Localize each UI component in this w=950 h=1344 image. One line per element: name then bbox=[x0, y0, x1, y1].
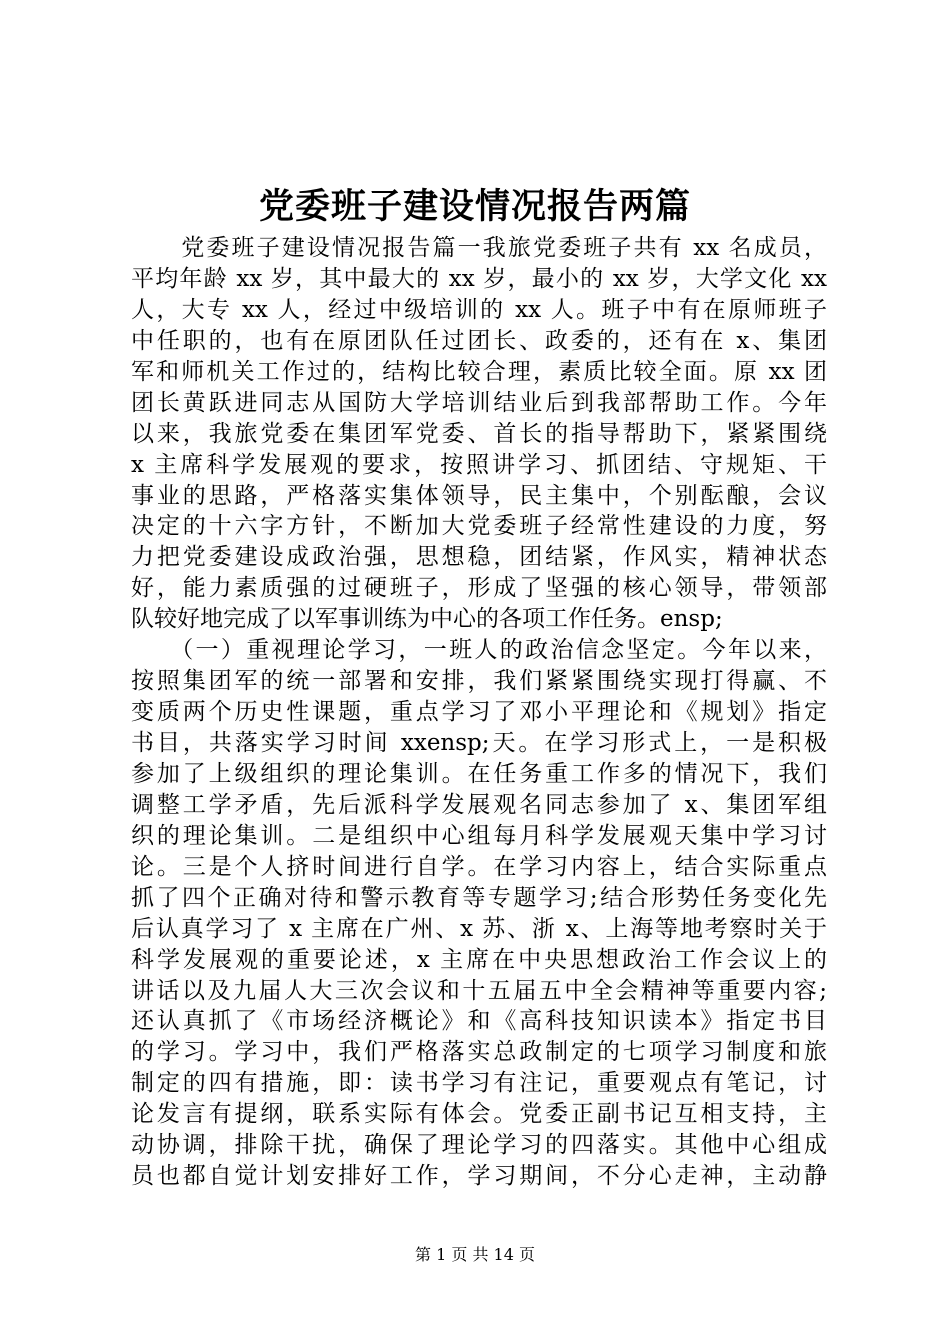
body-line: 论发言有提纲，联系实际有体会。党委正副书记互相支持，主 bbox=[131, 1101, 827, 1128]
body-line: 的学习。学习中，我们严格落实总政制定的七项学习制度和旅 bbox=[131, 1039, 827, 1066]
body-line: 决定的十六字方针，不断加大党委班子经常性建设的力度，努 bbox=[131, 513, 827, 540]
document-body bbox=[131, 233, 827, 1192]
body-line: 制定的四有措施，即：读书学习有注记，重要观点有笔记，讨 bbox=[131, 1070, 827, 1097]
body-line: x 主席科学发展观的要求，按照讲学习、抓团结、守规矩、干 bbox=[131, 451, 827, 478]
body-line: 还认真抓了《市场经济概论》和《高科技知识读本》指定书目 bbox=[131, 1008, 827, 1035]
body-line: 后认真学习了 x 主席在广州、x 苏、浙 x、上海等地考察时关于 bbox=[131, 915, 827, 942]
body-line: 动协调，排除干扰，确保了理论学习的四落实。其他中心组成 bbox=[131, 1132, 827, 1159]
body-line: 好，能力素质强的过硬班子，形成了坚强的核心领导，带领部 bbox=[131, 575, 827, 602]
body-line: 力把党委建设成政治强，思想稳，团结紧，作风实，精神状态 bbox=[131, 544, 827, 571]
body-line: （一）重视理论学习，一班人的政治信念坚定。今年以来， bbox=[131, 637, 827, 664]
body-line: 书目，共落实学习时间 xxensp;天。在学习形式上，一是积极 bbox=[131, 730, 827, 756]
body-line: 调整工学矛盾，先后派科学发展观名同志参加了 x、集团军组 bbox=[131, 791, 827, 818]
body-line: 参加了上级组织的理论集训。在任务重工作多的情况下，我们 bbox=[131, 760, 827, 787]
document-title: 党委班子建设情况报告两篇 bbox=[258, 186, 691, 227]
body-line: 论。三是个人挤时间进行自学。在学习内容上，结合实际重点 bbox=[131, 853, 827, 880]
body-line: 按照集团军的统一部署和安排，我们紧紧围绕实现打得赢、不 bbox=[131, 668, 827, 695]
body-line: 员也都自觉计划安排好工作，学习期间，不分心走神，主动静 bbox=[131, 1163, 827, 1190]
body-line: 军和师机关工作过的，结构比较合理，素质比较全面。原 xx 团 bbox=[131, 358, 827, 385]
body-line: 抓了四个正确对待和警示教育等专题学习;结合形势任务变化先 bbox=[131, 884, 827, 911]
body-line: 中任职的，也有在原团队任过团长、政委的，还有在 x、集团 bbox=[131, 327, 827, 354]
body-line: 织的理论集训。二是组织中心组每月科学发展观天集中学习讨 bbox=[131, 822, 827, 849]
body-line: 团长黄跃进同志从国防大学培训结业后到我部帮助工作。今年 bbox=[131, 389, 827, 416]
body-line: 讲话以及九届人大三次会议和十五届五中全会精神等重要内容; bbox=[131, 977, 827, 1004]
body-line: 事业的思路，严格落实集体领导，民主集中，个别酝酿，会议 bbox=[131, 482, 827, 509]
body-line: 人，大专 xx 人，经过中级培训的 xx 人。班子中有在原师班子 bbox=[131, 296, 827, 323]
body-line: 党委班子建设情况报告篇一我旅党委班子共有 xx 名成员， bbox=[131, 235, 827, 261]
body-line: 以来，我旅党委在集团军党委、首长的指导帮助下，紧紧围绕 bbox=[131, 420, 827, 447]
body-line: 队较好地完成了以军事训练为中心的各项工作任务。ensp; bbox=[131, 606, 723, 633]
body-line: 科学发展观的重要论述，x 主席在中央思想政治工作会议上的 bbox=[131, 946, 827, 973]
body-line: 变质两个历史性课题，重点学习了邓小平理论和《规划》指定 bbox=[131, 699, 827, 726]
page-footer: 第 1 页 共 14 页 bbox=[415, 1245, 535, 1264]
body-line: 平均年龄 xx 岁，其中最大的 xx 岁，最小的 xx 岁，大学文化 xx bbox=[131, 265, 827, 292]
